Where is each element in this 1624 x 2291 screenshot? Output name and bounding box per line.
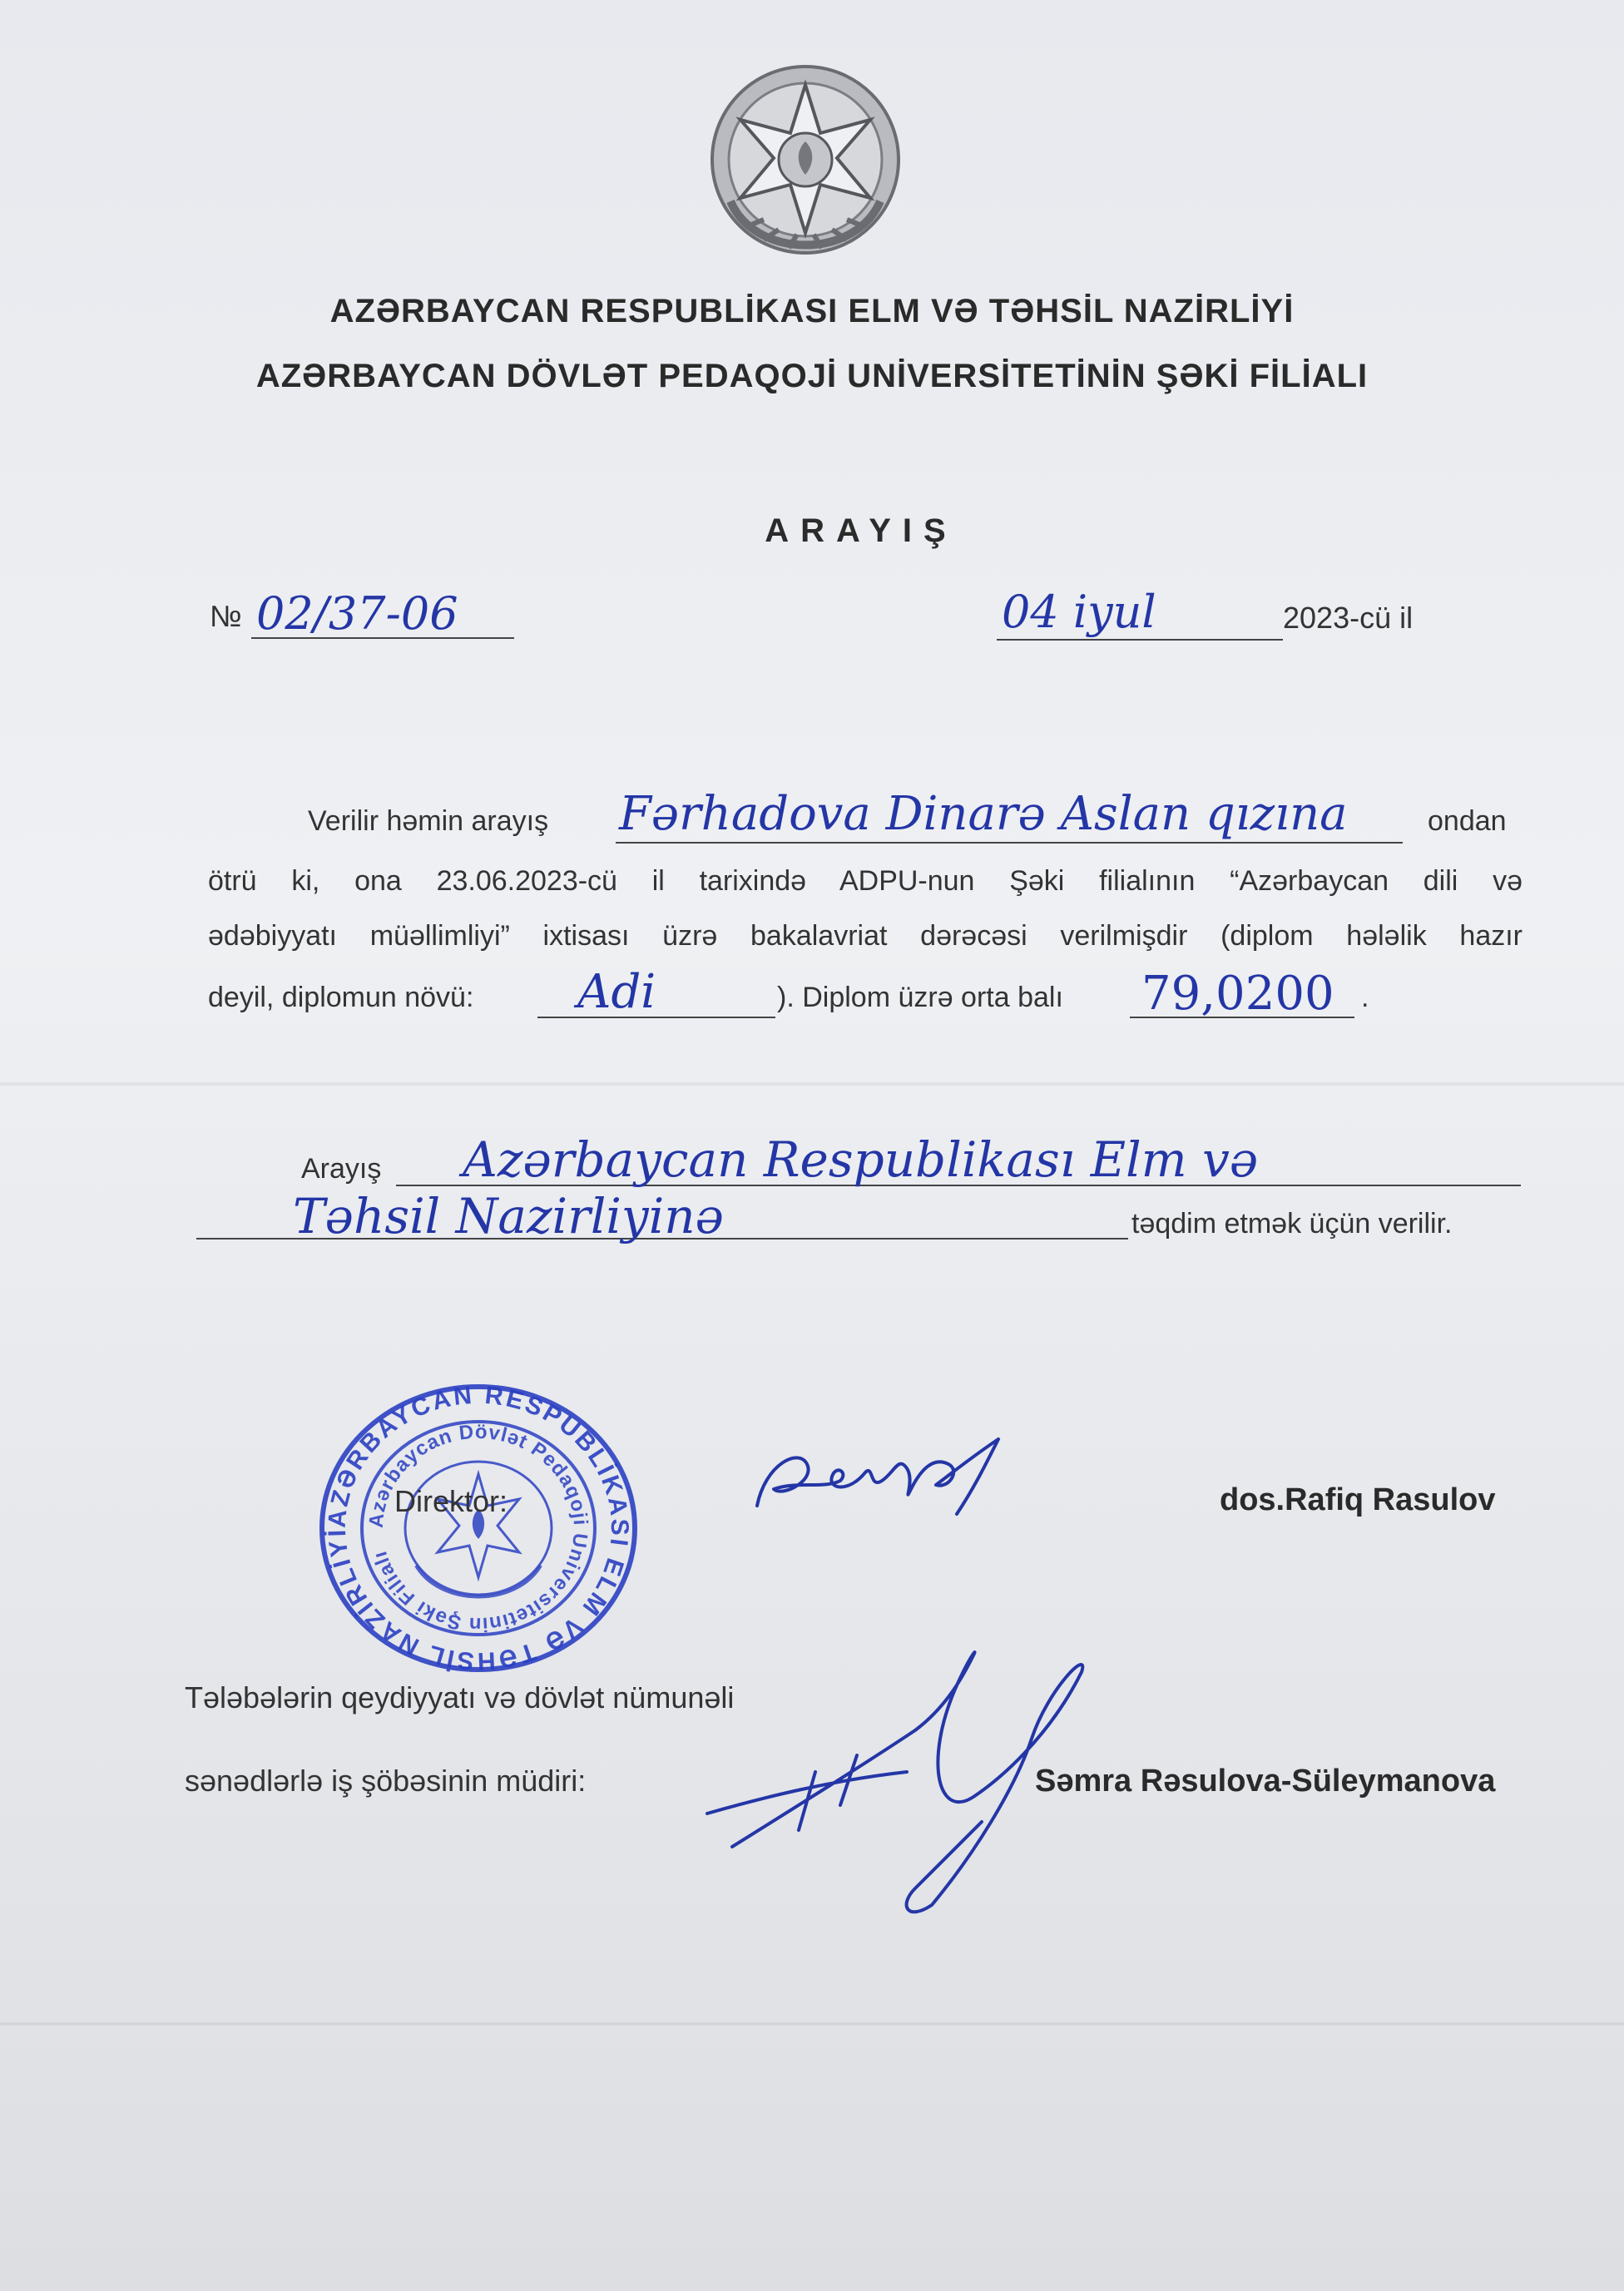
registrar-role-line-2: sənədlərlə iş şöbəsinin müdiri:	[185, 1764, 587, 1798]
stamp-outer-text: AZƏRBAYCAN RESPUBLİKASI ELM VƏ TƏHSİL NAZİRLİYİ	[323, 1381, 634, 1675]
purpose-handwritten-2: Təhsil Nazirliyinə	[293, 1188, 724, 1244]
header-university: AZƏRBAYCAN DÖVLƏT PEDAQOJİ UNİVERSİTETİNİN ŞƏKİ FİLİALI	[255, 358, 1369, 394]
body-ondan: ondan	[1428, 805, 1507, 837]
official-stamp	[316, 1383, 641, 1674]
body-line-3: ədəbiyyatı müəllimliyi” ixtisası üzrə bakalavriat dərəcəsi verilmişdir (diplom hələlik hazır	[208, 920, 1522, 952]
purpose-handwritten-1: Azərbaycan Respublikası Elm və	[463, 1131, 1259, 1188]
registrar-name: Səmra Rəsulova-Süleymanova	[1035, 1764, 1496, 1799]
number-prefix: №	[210, 599, 242, 633]
average-score: 79,0200	[1141, 967, 1334, 1021]
stamp-inner-text: Azərbaycan Dövlət Pedaqoji Universitetinin Şəki Filialı	[364, 1420, 592, 1636]
paper-fold	[0, 1081, 1624, 1086]
azerbaijan-state-emblem-icon	[697, 60, 914, 276]
date-line	[997, 639, 1283, 641]
registrar-role-line-1: Tələbələrin qeydiyyatı və dövlət nümunəli	[185, 1680, 735, 1715]
body-line-2: ötrü ki, ona 23.06.2023-cü il tarixində ADPU-nun Şəki filialının “Azərbaycan dili və	[208, 865, 1522, 897]
body-line-4-end: .	[1361, 982, 1369, 1013]
director-signature	[749, 1431, 1023, 1531]
purpose-label: Arayış	[301, 1153, 382, 1185]
body-intro: Verilir həmin arayış	[308, 805, 549, 837]
diploma-type-line	[537, 1017, 775, 1018]
paper-fold	[0, 2021, 1624, 2026]
diploma-type: Adi	[577, 965, 656, 1019]
purpose-suffix: təqdim etmək üçün verilir.	[1131, 1208, 1453, 1240]
document-title: ARAYIŞ	[765, 512, 958, 549]
header-ministry: AZƏRBAYCAN RESPUBLİKASI ELM VƏ TƏHSİL NAZİRLİYİ	[329, 293, 1295, 329]
body-line-4-start: deyil, diplomun növü:	[208, 982, 474, 1013]
director-role: Direktor:	[394, 1484, 508, 1518]
recipient-line	[616, 842, 1403, 844]
recipient-name: Fərhadova Dinarə Aslan qızına	[619, 787, 1348, 841]
body-line-4-mid: ). Diplom üzrə orta balı	[777, 982, 1063, 1013]
document-year: 2023-cü il	[1283, 601, 1414, 635]
director-name: dos.Rafiq Rasulov	[1220, 1482, 1496, 1517]
document-date: 04 iyul	[1002, 586, 1156, 638]
document-number: 02/37-06	[256, 587, 458, 640]
